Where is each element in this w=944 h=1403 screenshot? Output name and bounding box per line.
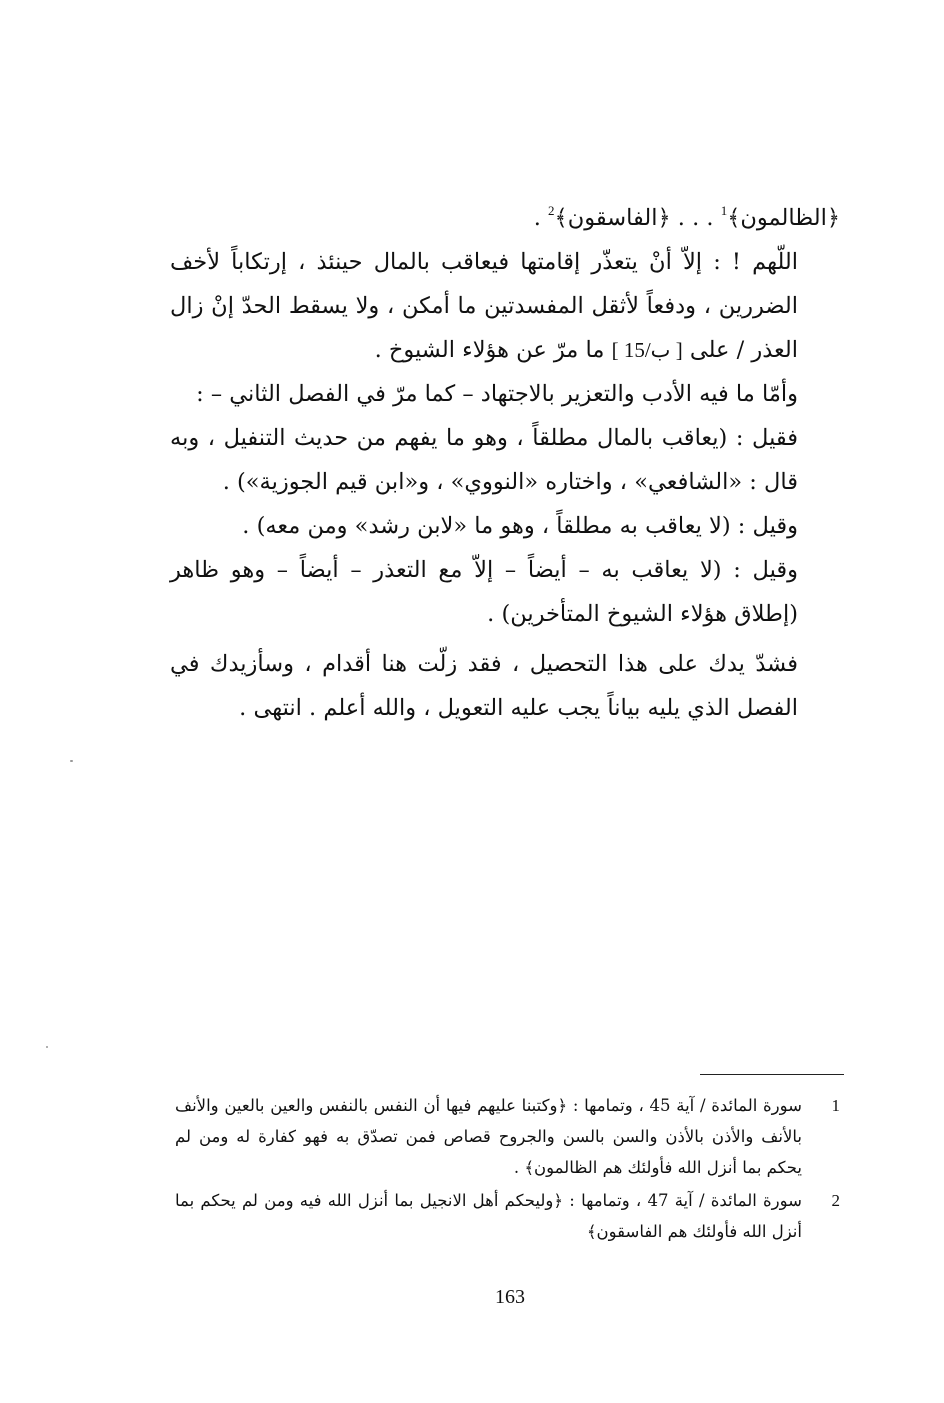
folio-marker: [ 15/ب ]: [611, 338, 683, 362]
paragraph-1-end: ما مرّ عن هؤلاء الشيوخ .: [374, 337, 605, 363]
footnotes-block: [175, 1090, 840, 1247]
line-end-period: .: [533, 205, 549, 231]
footnote-ref-1[interactable]: 1: [720, 203, 728, 218]
footnote-2: [175, 1185, 840, 1247]
paragraph-3: فقيل : (يعاقب بالمال مطلقاً ، وهو ما يفهم من حديث التنفيل ، وبه قال : «الشافعي» ، واختاره «النووي» ، و«ابن قيم الجوزية») .: [170, 425, 798, 495]
footnote-separator: [700, 1074, 844, 1075]
footnote-number: 1: [831, 1096, 840, 1115]
paragraph-2: وأمّا ما فيه الأدب والتعزير بالاجتهاد – كما مرّ في الفصل الثاني – :: [196, 381, 798, 407]
quran-ref-fasiqun: . . . ﴿الفاسقون﴾: [554, 205, 721, 231]
footnote-ref-2[interactable]: 2: [548, 203, 555, 218]
paragraph-6: فشدّ يدك على هذا التحصيل ، فقد زلّت هنا أقدام ، وسأزيدك في الفصل الذي يليه بياناً يجب عليه التعويل ، والله أعلم . انتهى .: [170, 651, 798, 721]
scan-speck: [70, 760, 73, 762]
footnote-number: 2: [831, 1191, 840, 1210]
footnote-text: سورة المائدة / آية 47 ، وتمامها : ﴿وليحكم أهل الانجيل بما أنزل الله فيه ومن لم يحكم بما أنزل الله فأولئك هم الفاسقون﴾: [175, 1191, 802, 1241]
paragraph-1-text: اللّهم ! : إلاّ أنْ يتعذّر إقامتها فيعاقب بالمال حينئذ ، إرتكاباً لأخف الضررين ، ودفعاً لأثقل المفسدتين ما أمكن ، ولا يسقط الحدّ إنْ زال العذر / على: [170, 249, 798, 363]
paragraph-5: وقيل : (لا يعاقب به – أيضاً – إلاّ مع التعذر – أيضاً – وهو ظاهر (إطلاق هؤلاء الشيوخ المتأخرين) .: [170, 557, 798, 627]
paragraph-4: وقيل : (لا يعاقب به مطلقاً ، وهو ما «لابن رشد» ومن معه) .: [242, 513, 798, 539]
quran-ref-zalimun: ﴿الظالمون﴾: [727, 205, 840, 231]
main-text-block: [170, 196, 840, 730]
footnote-1: [175, 1090, 840, 1183]
page-number: 163: [495, 1286, 525, 1308]
scan-speck: [46, 1046, 48, 1048]
quran-references-line: [170, 196, 840, 240]
footnote-text: سورة المائدة / آية 45 ، وتمامها : ﴿وكتبنا عليهم فيها أن النفس بالنفس والعين بالعين والأنف بالأنف والأذن بالأذن والسن بالسن والجروح قصاص فمن تصدّق به فهو كفارة له ومن لم يحكم بما أنزل الله فأولئك هم الظالمون﴾ .: [175, 1096, 802, 1177]
paragraph-1: [170, 240, 840, 372]
